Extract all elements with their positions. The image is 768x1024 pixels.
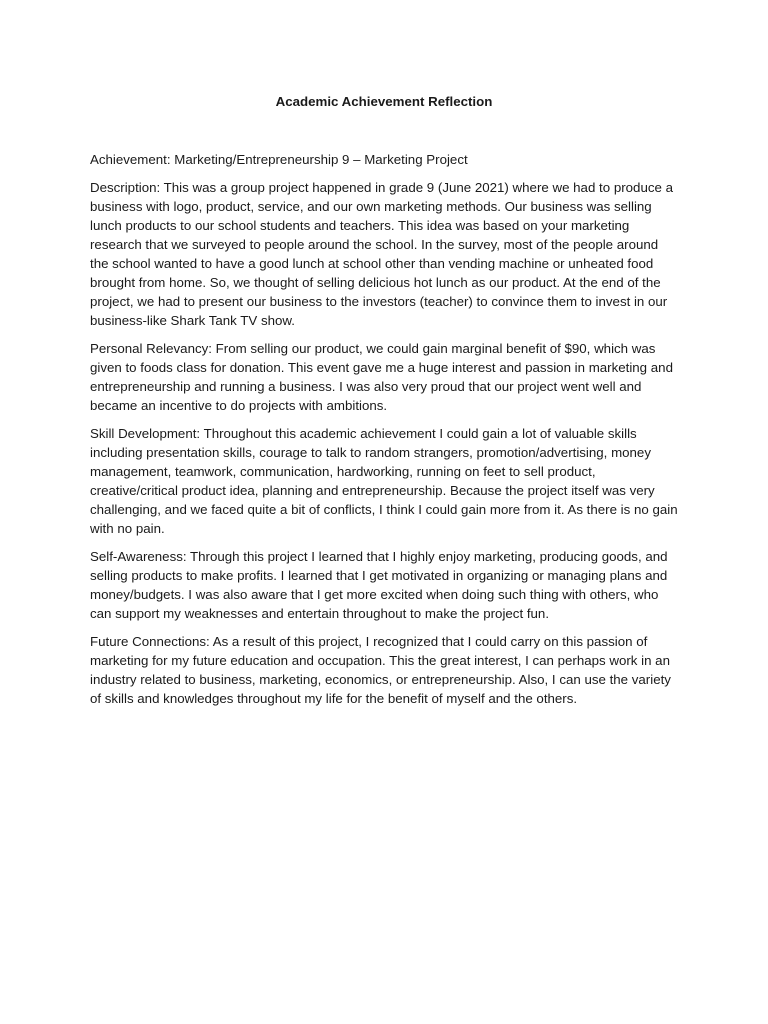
personal-relevancy-paragraph: Personal Relevancy: From selling our product, we could gain marginal benefit of $90, which was given to foods class for donation. This event gave me a huge interest and passion in marketing and entrepreneurship and running a business. I was also very proud that our project went well and became an incentive to do projects with ambitions. [90, 341, 673, 413]
self-awareness-paragraph: Self-Awareness: Through this project I learned that I highly enjoy marketing, producing goods, and selling products to make profits. I learned that I get motivated in organizing or managing plans and money/budgets. I was also aware that I get more excited when doing such thing with others, who can support my weaknesses and entertain throughout to make the project fun. [90, 549, 668, 621]
future-connections-paragraph: Future Connections: As a result of this project, I recognized that I could carry on this passion of marketing for my future education and occupation. This the great interest, I can perhaps work in an industry related to business, marketing, economics, or entrepreneurship. Also, I can use the variety of skills and knowledges throughout my life for the benefit of myself and the others. [90, 634, 671, 706]
document-title: Academic Achievement Reflection [275, 94, 493, 109]
achievement-paragraph: Achievement: Marketing/Entrepreneurship 9 – Marketing Project [90, 152, 468, 167]
document-body [90, 150, 678, 717]
skill-development-paragraph: Skill Development: Throughout this academic achievement I could gain a lot of valuable skills including presentation skills, courage to talk to random strangers, promotion/advertising, money management, teamwork, communication, hardworking, running on feet to sell product, creative/critical product idea, planning and entrepreneurship. Because the project itself was very challenging, and we faced quite a bit of conflicts, I think I could gain more from it. As there is no gain with no pain. [90, 426, 678, 536]
description-paragraph: Description: This was a group project happened in grade 9 (June 2021) where we had to produce a business with logo, product, service, and our own marketing methods. Our business was selling lunch products to our school students and teachers. This idea was based on your marketing research that we surveyed to people around the school. In the survey, most of the people around the school wanted to have a good lunch at school other than vending machine or unheated food brought from home. So, we thought of selling delicious hot lunch as our product. At the end of the project, we had to present our business to the investors (teacher) to convince them to invest in our business-like Shark Tank TV show. [90, 180, 673, 328]
